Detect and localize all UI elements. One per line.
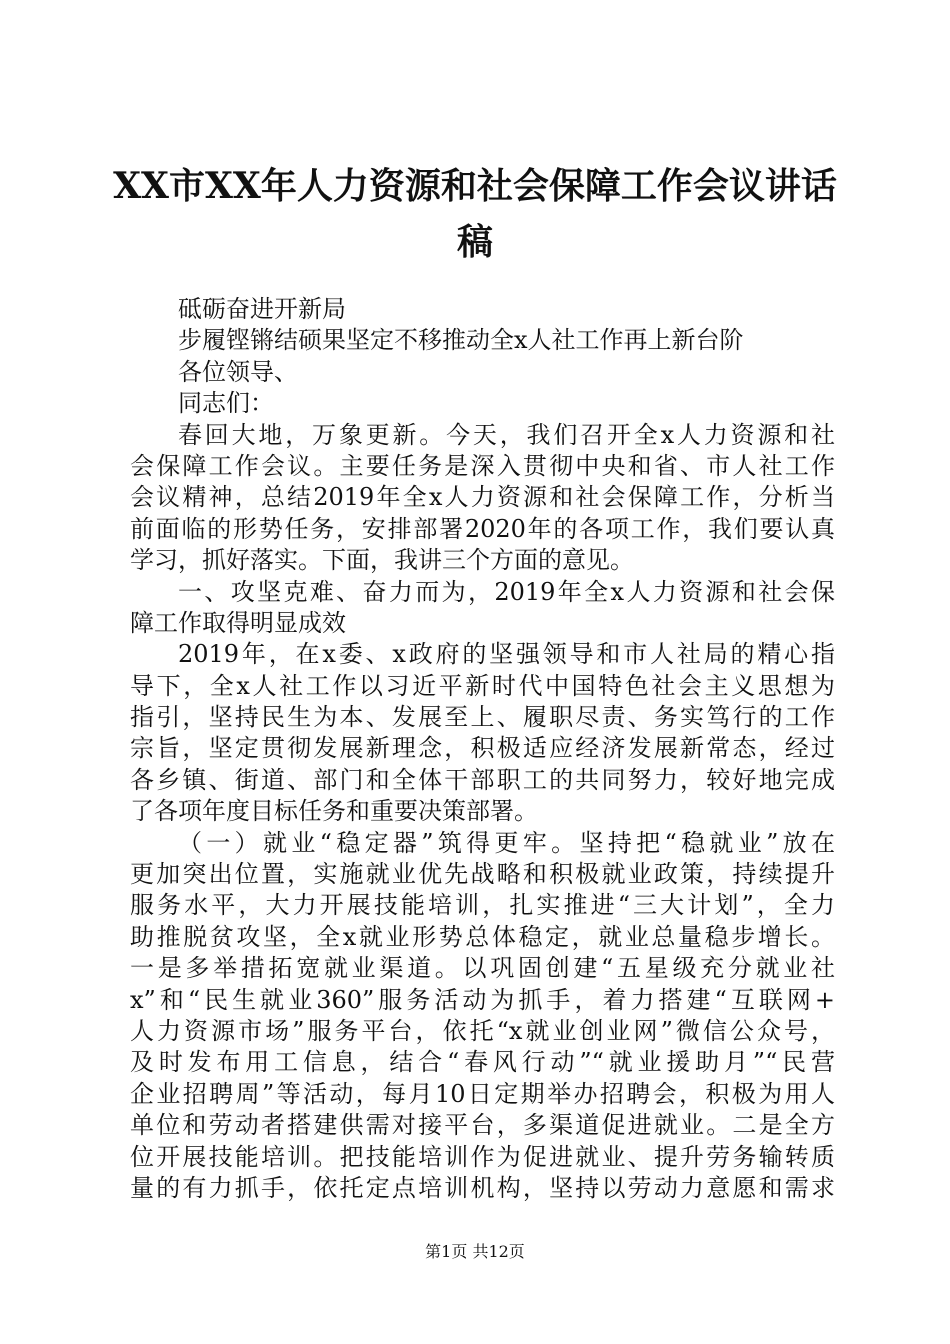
text-line: 单位和劳动者搭建供需对接平台，多渠道促进就业。二是全方 <box>130 1111 835 1140</box>
document-body <box>130 294 835 1204</box>
text-line: 砥砺奋进开新局 <box>178 295 346 323</box>
text-line: 了各项年度目标任务和重要决策部署。 <box>130 797 538 826</box>
text-line: 服务水平，大力开展技能培训，扎实推进“三大计划”，全力 <box>130 891 835 920</box>
text-line: 人力资源市场”服务平台，依托“x就业创业网”微信公众号， <box>130 1016 835 1045</box>
text-line: 量的有力抓手，依托定点培训机构，坚持以劳动力意愿和需求 <box>130 1173 835 1202</box>
text-line: 会议精神，总结2019年全x人力资源和社会保障工作，分析当 <box>130 483 835 512</box>
text-line: 一是多举措拓宽就业渠道。以巩固创建“五星级充分就业社 <box>130 954 835 983</box>
text-line: 同志们： <box>178 389 274 418</box>
text-line: 前面临的形势任务，安排部署2020年的各项工作，我们要认真 <box>130 514 835 543</box>
text-line: 指引，坚持民生为本、发展至上、履职尽责、务实笃行的工作 <box>130 703 835 732</box>
text-line: 各乡镇、街道、部门和全体干部职工的共同努力，较好地完成 <box>130 765 835 794</box>
text-line: 宗旨，坚定贯彻发展新理念，积极适应经济发展新常态，经过 <box>130 734 835 763</box>
text-line: 企业招聘周”等活动，每月10日定期举办招聘会，积极为用人 <box>130 1079 835 1108</box>
text-line: x”和“民生就业360”服务活动为抓手，着力搭建“互联网+ <box>130 985 835 1014</box>
section-heading-line: 障工作取得明显成效 <box>130 608 346 637</box>
text-line: （一）就业“稳定器”筑得更牢。坚持把“稳就业”放在 <box>178 828 835 857</box>
text-line: 位开展技能培训。把技能培训作为促进就业、提升劳务输转质 <box>130 1142 835 1171</box>
title-line-2: 稿 <box>456 221 493 263</box>
text-line: 更加突出位置，实施就业优先战略和积极就业政策，持续提升 <box>130 860 835 889</box>
page-footer: 第1页 共12页 <box>425 1242 525 1261</box>
section-heading-line: 一、攻坚克难、奋力而为，2019年全x人力资源和社会保 <box>178 577 835 606</box>
text-line: 步履铿锵结硕果坚定不移推动全x人社工作再上新台阶 <box>178 326 744 355</box>
text-line: 会保障工作会议。主要任务是深入贯彻中央和省、市人社工作 <box>130 451 835 480</box>
text-line: 春回大地，万象更新。今天，我们召开全x人力资源和社 <box>178 420 835 449</box>
text-line: 及时发布用工信息，结合“春风行动”“就业援助月”“民营 <box>130 1048 835 1077</box>
document-title <box>110 158 840 270</box>
text-line: 学习，抓好落实。下面，我讲三个方面的意见。 <box>130 546 634 575</box>
text-line: 2019年，在x委、x政府的坚强领导和市人社局的精心指 <box>178 640 835 669</box>
text-line: 导下，全x人社工作以习近平新时代中国特色社会主义思想为 <box>130 671 835 700</box>
text-line: 助推脱贫攻坚，全x就业形势总体稳定，就业总量稳步增长。 <box>130 922 835 951</box>
text-line: 各位领导、 <box>178 357 298 386</box>
title-line-1: XX市XX年人力资源和社会保障工作会议讲话 <box>113 165 837 207</box>
